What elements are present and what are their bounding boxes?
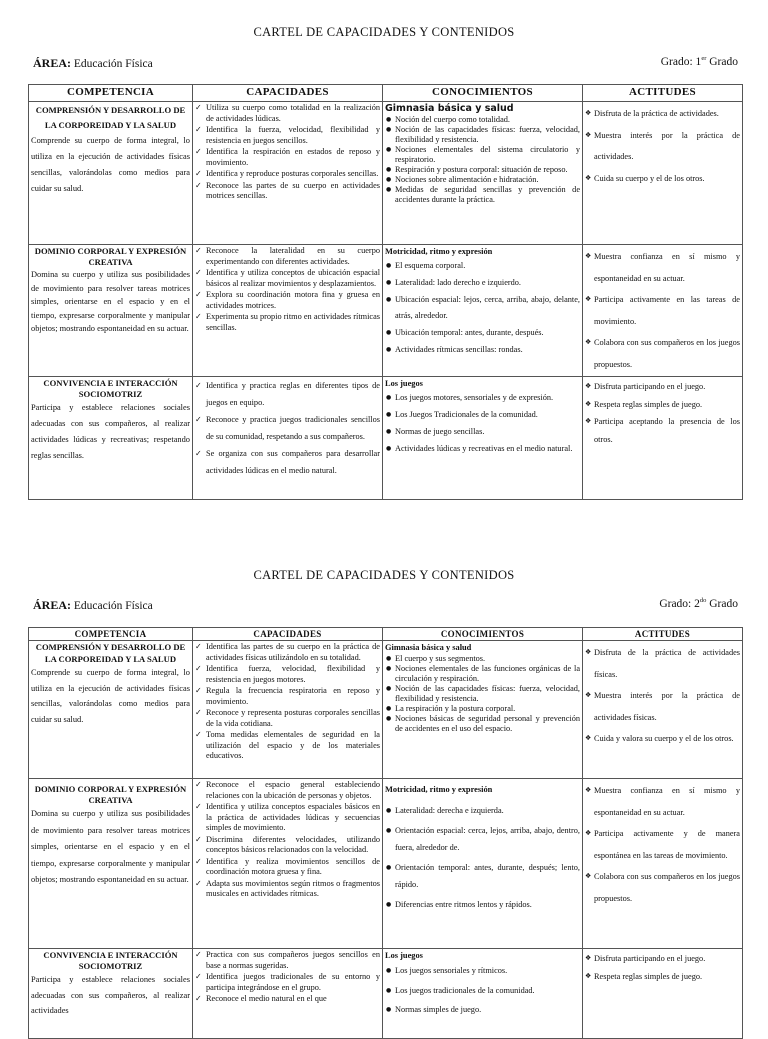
table-header-row xyxy=(29,628,743,641)
list-item: ❖ Muestra confianza en sí mismo y espontaneidad en su actuar. xyxy=(585,780,740,823)
competencia-desc: Domina su cuerpo y utiliza sus posibilidades de movimiento para resolver tareas motrices simples, orientarse en el espacio y en el tiempo, expresarse corporalmente y manipular objetos; mostrando espontaneidad en su actuar. xyxy=(31,270,190,333)
list-item: ✓ Practica con sus compañeros juegos sencillos en base a normas sugeridas. xyxy=(195,950,380,971)
list-item: ❖ Disfruta de la práctica de actividades físicas. xyxy=(585,642,740,685)
list-item: ✓ Identifica y practica reglas en diferentes tipos de juegos en equipo. xyxy=(195,378,380,411)
list-item: ● Orientación temporal: antes, durante, después; lento, rápido. xyxy=(385,859,580,894)
list-item: ● Los Juegos Tradicionales de la comunidad. xyxy=(385,407,580,423)
list-item: ✓ Adapta sus movimientos según ritmos o fragmentos musicales en actividades rítmicas. xyxy=(195,879,380,900)
list-item: ● Noción del cuerpo como totalidad. xyxy=(385,115,580,125)
list-item: ❖ Disfruta participando en el juego. xyxy=(585,378,740,396)
header-actitudes: ACTITUDES xyxy=(583,628,743,641)
competencia-cell xyxy=(29,377,193,500)
list-item: ✓ Reconoce y representa posturas corporales sencillas de la vida cotidiana. xyxy=(195,708,380,729)
list-item: ● Actividades rítmicas sencillas: rondas. xyxy=(385,342,580,358)
conocimientos-heading: Los juegos xyxy=(385,951,423,960)
list-item: ❖ Disfruta de la práctica de actividades. xyxy=(585,103,740,125)
list-item: ● El cuerpo y sus segmentos. xyxy=(385,654,580,664)
list-item: ● Noción de las capacidades físicas: fuerza, velocidad, flexibilidad y resistencia. xyxy=(385,125,580,145)
page1-grado: Grado: 1er Grado xyxy=(660,55,738,68)
list-item: ✓ Experimenta su propio ritmo en actividades rítmicas sencillas. xyxy=(195,312,380,333)
table-row xyxy=(29,779,743,949)
list-item: ✓ Reconoce la lateralidad en su cuerpo experimentando con diferentes actividades. xyxy=(195,246,380,267)
conocimientos-heading: Gimnasia básica y salud xyxy=(385,103,514,114)
competencia-desc: Participa y establece relaciones sociales adecuadas con sus compañeros, al realizar actividades xyxy=(31,975,190,1015)
actitudes-cell xyxy=(583,245,743,377)
list-item: ● Ubicación temporal: antes, durante, después. xyxy=(385,325,580,341)
page1-area xyxy=(33,56,153,71)
list-item: ✓ Identifica juegos tradicionales de su entorno y participa integrándose en el grupo. xyxy=(195,972,380,993)
list-item: ✓ Identifica y utiliza conceptos de ubicación espacial básicos al realizar movimientos y desplazamientos. xyxy=(195,268,380,289)
list-item: ● Lateralidad: derecha e izquierda. xyxy=(385,802,580,820)
conocimientos-heading: Gimnasia básica y salud xyxy=(385,643,472,652)
conocimientos-heading: Motricidad, ritmo y expresión xyxy=(385,785,493,794)
competencia-cell xyxy=(29,949,193,1039)
page2-cartel-table xyxy=(28,627,743,1039)
competencia-cell xyxy=(29,245,193,377)
list-item: ✓ Discrimina diferentes velocidades, utilizando conceptos básicos relacionados con la velocidad. xyxy=(195,835,380,856)
capacidades-cell xyxy=(193,377,383,500)
list-item: ✓ Explora su coordinación motora fina y gruesa en actividades motrices. xyxy=(195,290,380,311)
list-item: ● La respiración y la postura corporal. xyxy=(385,704,580,714)
list-item: ❖ Disfruta participando en el juego. xyxy=(585,950,740,968)
header-conocimientos: CONOCIMIENTOS xyxy=(383,628,583,641)
actitudes-cell xyxy=(583,641,743,779)
competencia-title: COMPRENSIÓN Y DESARROLLO DE LA CORPOREIDAD Y LA SALUD xyxy=(35,105,186,130)
conocimientos-cell xyxy=(383,377,583,500)
list-item: ❖ Colabora con sus compañeros en los juegos propuestos. xyxy=(585,332,740,375)
page1-area-row xyxy=(33,56,738,74)
competencia-cell xyxy=(29,641,193,779)
list-item: ✓ Toma medidas elementales de seguridad en la utilización del espacio y de los materiales educativos. xyxy=(195,730,380,762)
actitudes-cell xyxy=(583,102,743,245)
list-item: ● Los juegos tradicionales de la comunidad. xyxy=(385,982,580,1000)
list-item: ❖ Muestra confianza en sí mismo y espontaneidad en su actuar. xyxy=(585,246,740,289)
page2-area-row xyxy=(33,598,738,616)
competencia-cell xyxy=(29,779,193,949)
list-item: ❖ Colabora con sus compañeros en los juegos propuestos. xyxy=(585,866,740,909)
page1-cartel-table xyxy=(28,84,743,500)
competencia-desc: Comprende su cuerpo de forma integral, lo utiliza en la ejecución de actividades físicas sencillas, valorándolas como medios para cuidar su salud. xyxy=(31,668,190,724)
list-item: ✓ Utiliza su cuerpo como totalidad en la realización de actividades lúdicas. xyxy=(195,103,380,124)
capacidades-cell xyxy=(193,949,383,1039)
list-item: ✓ Reconoce y practica juegos tradicionales sencillos de su comunidad, respetando a sus compañeros. xyxy=(195,412,380,445)
list-item: ● Diferencias entre ritmos lentos y rápidos. xyxy=(385,896,580,914)
header-conocimientos: CONOCIMIENTOS xyxy=(383,85,583,102)
capacidades-cell xyxy=(193,245,383,377)
list-item: ✓ Identifica la respiración en estados de reposo y movimiento. xyxy=(195,147,380,168)
competencia-desc: Comprende su cuerpo de forma integral, lo utiliza en la ejecución de actividades físicas sencillas, valorándolas como medios para cuidar su salud. xyxy=(31,136,190,193)
list-item: ❖ Respeta reglas simples de juego. xyxy=(585,396,740,414)
conocimientos-cell xyxy=(383,641,583,779)
list-item: ✓ Reconoce el medio natural en el que xyxy=(195,994,380,1005)
conocimientos-cell xyxy=(383,779,583,949)
competencia-title: DOMINIO CORPORAL Y EXPRESIÓN CREATIVA xyxy=(34,246,187,267)
conocimientos-cell xyxy=(383,245,583,377)
conocimientos-cell xyxy=(383,949,583,1039)
list-item: ✓ Reconoce el espacio general estableciendo relaciones con la ubicación de personas y objetos. xyxy=(195,780,380,801)
header-capacidades: CAPACIDADES xyxy=(193,85,383,102)
header-capacidades: CAPACIDADES xyxy=(193,628,383,641)
list-item: ● Los juegos motores, sensoriales y de expresión. xyxy=(385,390,580,406)
list-item: ● Ubicación espacial: lejos, cerca, arriba, abajo, delante, atrás, alrededor. xyxy=(385,292,580,324)
table-row xyxy=(29,641,743,779)
list-item: ✓ Identifica y realiza movimientos sencillos de coordinación motora gruesa y fina. xyxy=(195,857,380,878)
page1-title: CARTEL DE CAPACIDADES Y CONTENIDOS xyxy=(253,25,515,39)
page2-grado: Grado: $2^{do}$ Grado xyxy=(659,597,738,610)
list-item: ❖ Participa activamente en las tareas de movimiento. xyxy=(585,289,740,332)
page2-title: CARTEL DE CAPACIDADES Y CONTENIDOS xyxy=(253,568,515,582)
list-item: ● Nociones elementales del sistema circulatorio y respiratorio. xyxy=(385,145,580,165)
actitudes-cell xyxy=(583,779,743,949)
competencia-desc: Domina su cuerpo y utiliza sus posibilidades de movimiento para resolver tareas motrices simples, orientarse en el espacio y en el tiempo, expresarse corporalmente y manipular objetos; mostrando espontaneidad en su actuar. xyxy=(31,809,190,884)
competencia-title: DOMINIO CORPORAL Y EXPRESIÓN CREATIVA xyxy=(34,784,187,805)
list-item: ● Normas simples de juego. xyxy=(385,1001,580,1019)
list-item: ❖ Participa aceptando la presencia de los otros. xyxy=(585,413,740,448)
conocimientos-cell xyxy=(383,102,583,245)
competencia-title: CONVIVENCIA E INTERACCIÓN SOCIOMOTRIZ xyxy=(43,378,178,399)
competencia-cell xyxy=(29,102,193,245)
list-item: ❖ Muestra interés por la práctica de actividades. xyxy=(585,125,740,168)
list-item: ● Normas de juego sencillas. xyxy=(385,424,580,440)
header-competencia: COMPETENCIA xyxy=(29,85,193,102)
list-item: ● Actividades lúdicas y recreativas en el medio natural. xyxy=(385,441,580,457)
list-item: ❖ Muestra interés por la práctica de actividades físicas. xyxy=(585,685,740,728)
area-label: ÁREA: xyxy=(33,598,71,612)
list-item: ✓ Identifica las partes de su cuerpo en la práctica de actividades físicas utilizándolo en su totalidad. xyxy=(195,642,380,663)
page2-area xyxy=(33,598,153,613)
area-value: Educación Física xyxy=(73,58,153,70)
list-item: ● Los juegos sensoriales y rítmicos. xyxy=(385,962,580,980)
header-competencia: COMPETENCIA xyxy=(29,628,193,641)
list-item: ● Medidas de seguridad sencillas y prevención de accidentes durante la práctica. xyxy=(385,185,580,205)
conocimientos-heading: Los juegos xyxy=(385,379,423,388)
conocimientos-heading: Motricidad, ritmo y expresión xyxy=(385,247,493,256)
list-item: ● Orientación espacial: cerca, lejos, arriba, abajo, dentro, fuera, alrededor de. xyxy=(385,822,580,857)
list-item: ❖ Respeta reglas simples de juego. xyxy=(585,968,740,986)
list-item: ❖ Cuida y valora su cuerpo y el de los otros. xyxy=(585,728,740,750)
header-actitudes: ACTITUDES xyxy=(583,85,743,102)
capacidades-cell xyxy=(193,102,383,245)
list-item: ● El esquema corporal. xyxy=(385,258,580,274)
capacidades-cell xyxy=(193,779,383,949)
list-item: ❖ Cuida su cuerpo y el de los otros. xyxy=(585,168,740,190)
table-row xyxy=(29,102,743,245)
list-item: ✓ Identifica y reproduce posturas corporales sencillas. xyxy=(195,169,380,180)
list-item: ● Respiración y postura corporal: situación de reposo. xyxy=(385,165,580,175)
list-item: ✓ Reconoce las partes de su cuerpo en actividades motrices sencillas. xyxy=(195,181,380,202)
table-row xyxy=(29,377,743,500)
list-item: ✓ Regula la frecuencia respiratoria en reposo y movimiento. xyxy=(195,686,380,707)
list-item: ✓ Se organiza con sus compañeros para desarrollar actividades lúdicas en el medio natural. xyxy=(195,446,380,479)
list-item: ● Nociones sobre alimentación e hidratación. xyxy=(385,175,580,185)
table-row xyxy=(29,949,743,1039)
list-item: ❖ Participa activamente y de manera espontánea en las tareas de movimiento. xyxy=(585,823,740,866)
list-item: ● Nociones elementales de las funciones orgánicas de la circulación y respiración. xyxy=(385,664,580,684)
actitudes-cell xyxy=(583,377,743,500)
actitudes-cell xyxy=(583,949,743,1039)
area-label: ÁREA: xyxy=(33,56,71,70)
table-row xyxy=(29,245,743,377)
competencia-title: COMPRENSIÓN Y DESARROLLO DE LA CORPOREIDAD Y LA SALUD xyxy=(35,642,186,664)
table-header-row xyxy=(29,85,743,102)
capacidades-cell xyxy=(193,641,383,779)
area-value: Educación Física xyxy=(73,600,153,612)
list-item: ✓ Identifica la fuerza, velocidad, flexibilidad y resistencia en juegos sencillos. xyxy=(195,125,380,146)
list-item: ● Nociones básicas de seguridad personal y prevención de accidentes en el uso del espacio. xyxy=(385,714,580,734)
list-item: ● Lateralidad: lado derecho e izquierdo. xyxy=(385,275,580,291)
list-item: ✓ Identifica y utiliza conceptos espaciales básicos en la práctica de actividades lúdicas y secuencias simples de movimiento. xyxy=(195,802,380,834)
competencia-title: CONVIVENCIA E INTERACCIÓN SOCIOMOTRIZ xyxy=(43,950,178,971)
list-item: ● Noción de las capacidades físicas: fuerza, velocidad, flexibilidad y resistencia. xyxy=(385,684,580,704)
list-item: ✓ Identifica fuerza, velocidad, flexibilidad y resistencia en juegos motores. xyxy=(195,664,380,685)
competencia-desc: Participa y establece relaciones sociales adecuadas con sus compañeros, al realizar actividades lúdicas y recreativas; respetando reglas sencillas. xyxy=(31,403,190,460)
